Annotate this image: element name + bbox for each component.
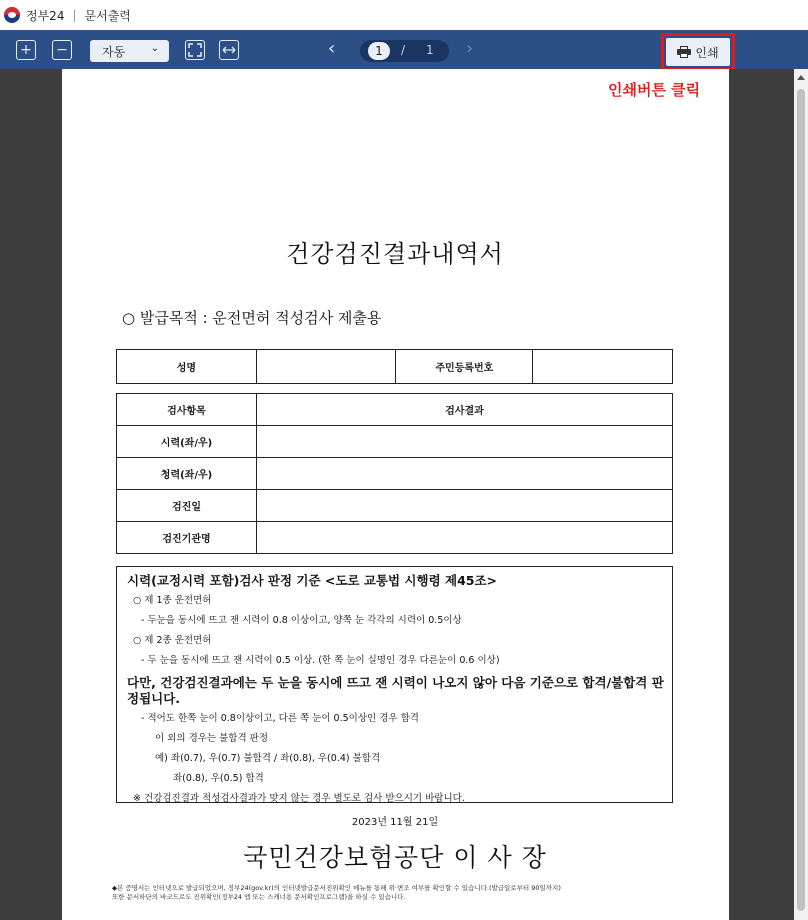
plus-icon: + [20, 42, 32, 58]
note-heading: 다만, 건강검진결과에는 두 눈을 동시에 뜨고 잰 시력이 나오지 않아 다음 기준으로 합격/불합격 판정됩니다. [127, 675, 664, 706]
row-value-vision [257, 426, 673, 458]
page-separator: / [401, 43, 406, 57]
table-row [117, 426, 673, 458]
chevron-down-icon: ⌄ [150, 43, 159, 54]
fit-page-icon [188, 43, 202, 57]
name-label: 성명 [117, 350, 257, 384]
footnote-line-1: ◆본 증명서는 인터넷으로 발급되었으며, 정부24(gov.kr)의 인터넷발급문서진위확인 메뉴를 통해 위·변조 여부를 확인할 수 있습니다.(발급일로부터 90일까지) [112, 884, 561, 892]
vertical-scrollbar[interactable] [794, 69, 808, 920]
title-separator: | [72, 8, 77, 22]
table-row [117, 522, 673, 554]
note-line-4: 좌(0.8), 우(0.5) 합격 [173, 773, 264, 784]
scroll-up-icon[interactable] [797, 75, 805, 80]
row-value-institution [257, 522, 673, 554]
zoom-value: 자동 [102, 44, 126, 59]
fit-width-icon [222, 43, 236, 57]
id-number-value [533, 350, 673, 384]
class2-title: ○ 제 2종 운전면허 [133, 635, 212, 646]
vision-criteria-box [116, 566, 673, 803]
row-label-institution: 검진기관명 [117, 522, 257, 554]
print-annotation-label: 인쇄버튼 클릭 [608, 81, 701, 99]
column-header-item: 검사항목 [117, 394, 257, 426]
scrollbar-thumb[interactable] [797, 89, 805, 911]
printer-icon [677, 46, 691, 58]
issue-purpose: ○ 발급목적 : 운전면허 적성검사 제출용 [122, 309, 382, 327]
total-pages: 1 [426, 43, 434, 57]
prev-page-button[interactable]: ‹ [328, 38, 336, 59]
name-value [256, 350, 396, 384]
issuer-name: 국민건강보험공단 이 사 장 [243, 843, 547, 872]
fit-page-button[interactable] [185, 40, 205, 60]
class1-title: ○ 제 1종 운전면허 [133, 595, 212, 606]
id-number-label: 주민등록번호 [396, 350, 533, 384]
row-value-exam-date [257, 490, 673, 522]
personal-info-table [116, 349, 673, 384]
document-title: 건강검진결과내역서 [286, 240, 504, 268]
page-indicator [360, 40, 449, 62]
note-line-1: - 적어도 한쪽 눈이 0.8이상이고, 다른 쪽 눈이 0.5이상인 경우 합격 [141, 713, 419, 724]
current-page-input[interactable]: 1 [368, 42, 390, 60]
print-button[interactable] [666, 38, 730, 66]
footnote-line-2: 또한 문서하단의 바코드로도 진위확인(정부24 앱 또는 스캐너용 문서확인프로그램)을 하실 수 있습니다. [112, 893, 406, 901]
footnote [112, 884, 682, 902]
table-row [117, 490, 673, 522]
exam-result-table [116, 393, 673, 554]
zoom-out-button[interactable] [52, 40, 72, 60]
row-label-vision: 시력(좌/우) [117, 426, 257, 458]
class1-text: - 두눈을 동시에 뜨고 잰 시력이 0.8 이상이고, 양쪽 눈 각각의 시력이 0.5이상 [141, 615, 462, 626]
print-label: 인쇄 [695, 45, 719, 60]
row-label-exam-date: 검진일 [117, 490, 257, 522]
zoom-select[interactable] [90, 40, 169, 62]
warning-line: ※ 건강검진결과 적성검사결과가 맞지 않는 경우 별도로 검사 받으시기 바랍니다. [133, 793, 465, 804]
gov24-logo-icon [4, 7, 20, 23]
minus-icon: − [56, 42, 68, 58]
window-title: 문서출력 [84, 8, 131, 23]
note-line-3: 예) 좌(0.7), 우(0.7) 불합격 / 좌(0.8), 우(0.4) 불합격 [155, 753, 381, 764]
app-name: 정부24 [26, 8, 65, 23]
zoom-in-button[interactable] [16, 40, 36, 60]
title-bar [0, 0, 808, 30]
row-value-hearing [257, 458, 673, 490]
table-header-row [117, 394, 673, 426]
note-line-2: 이 외의 경우는 불합격 판정 [155, 733, 269, 744]
issue-date: 2023년 11월 21일 [351, 817, 439, 828]
fit-width-button[interactable] [219, 40, 239, 60]
class2-text: - 두 눈을 동시에 뜨고 잰 시력이 0.5 이상. (한 쪽 눈이 실명인 경우 다른눈이 0.6 이상) [141, 655, 500, 666]
table-row [117, 458, 673, 490]
row-label-hearing: 청력(좌/우) [117, 458, 257, 490]
next-page-button[interactable]: › [466, 38, 474, 59]
criteria-heading: 시력(교정시력 포함)검사 판정 기준 <도로 교통법 시행령 제45조> [127, 573, 498, 588]
column-header-result: 검사결과 [257, 394, 673, 426]
